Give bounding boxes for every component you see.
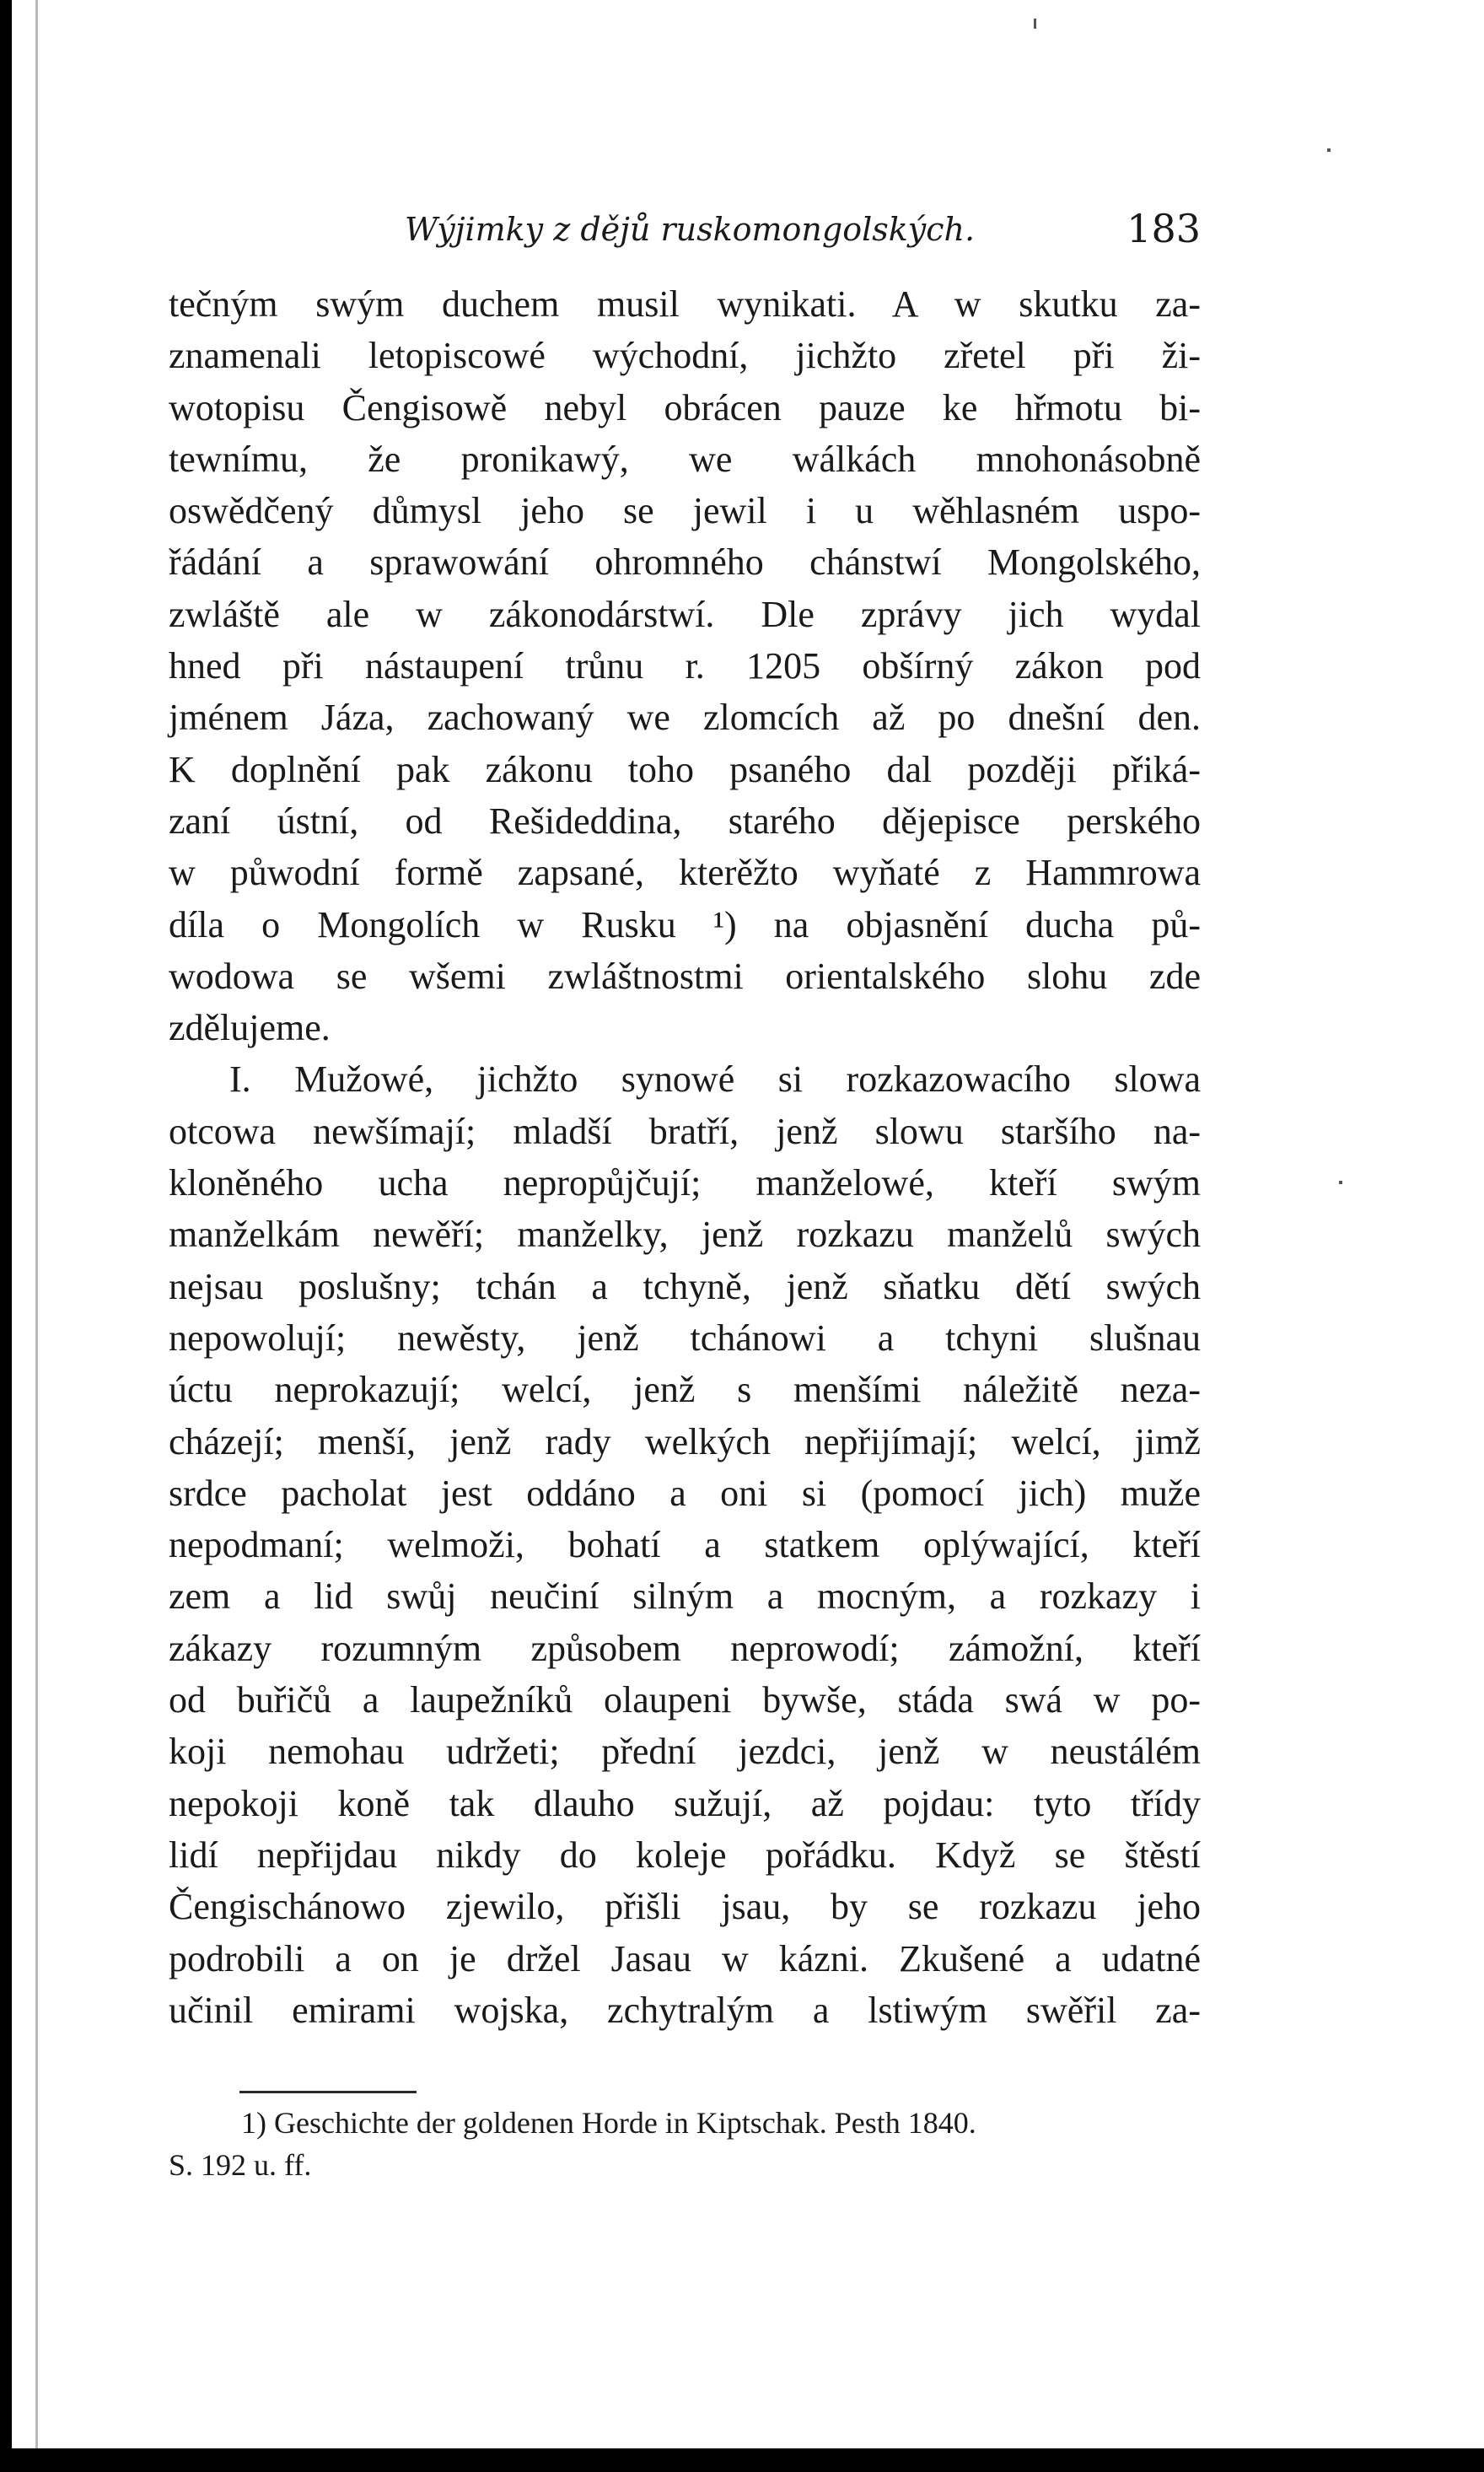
text-line: zákazy rozumným způsobem neprowodí; zámožní, kteří xyxy=(169,1627,1201,1669)
page-number: 183 xyxy=(1126,206,1201,251)
scan-bottom-border xyxy=(12,2448,1484,2472)
book-page xyxy=(12,0,1484,2472)
text-line: řádání a sprawowání ohromného chánstwí Mongolského, xyxy=(169,541,1201,584)
running-title: Wýjimky z dějů ruskomongolských. xyxy=(405,211,976,248)
text-line: zem a lid swůj neučiní silným a mocným, a rozkazy i xyxy=(169,1575,1201,1618)
page-header xyxy=(169,201,1201,260)
text-line: koji nemohau udržeti; přední jezdci, jenž w neustálém xyxy=(169,1731,1201,1773)
text-line: tewnímu, že pronikawý, we wálkách mnohonásobně xyxy=(169,438,1201,480)
text-line: wodowa se wšemi zwláštnostmi orientalského slohu zde xyxy=(169,955,1201,997)
footnote-line: 1) Geschichte der goldenen Horde in Kiptschak. Pesth 1840. xyxy=(241,2106,976,2140)
text-line: znamenali letopiscowé wýchodní, jichžto zřetel při ži- xyxy=(169,335,1201,377)
text-line: srdce pacholat jest oddáno a oni si (pomocí jich) muže xyxy=(169,1472,1201,1514)
text-line: nepokoji koně tak dlauho sužují, až pojdau: tyto třídy xyxy=(169,1782,1201,1824)
body-text xyxy=(169,278,1201,2036)
text-line: úctu neprokazují; welcí, jenž s menšími náležitě neza- xyxy=(169,1369,1201,1411)
text-line: manželkám newěří; manželky, jenž rozkazu manželů swých xyxy=(169,1214,1201,1256)
page-edge-line xyxy=(35,0,38,2472)
text-line: díla o Mongolích w Rusku ¹) na objasnění ducha pů- xyxy=(169,903,1201,945)
footnote-line: S. 192 u. ff. xyxy=(169,2148,312,2182)
text-line: podrobili a on je držel Jasau w kázni. Zkušené a udatné xyxy=(169,1937,1201,1979)
text-line: cházejí; menší, jenž rady welkých nepřijímají; welcí, jimž xyxy=(169,1420,1201,1462)
text-line: lidí nepřijdau nikdy do koleje pořádku. Když se štěstí xyxy=(169,1834,1201,1876)
text-line: učinil emirami wojska, zchytralým a lstiwým swěřil za- xyxy=(169,1989,1201,2031)
scan-speck xyxy=(1339,1181,1342,1184)
text-line: wotopisu Čengisowě nebyl obrácen pauze ke hřmotu bi- xyxy=(169,386,1201,428)
text-line: Čengischánowo zjewilo, přišli jsau, by se rozkazu jeho xyxy=(169,1886,1201,1928)
text-line: oswědčený důmysl jeho se jewil i u wěhlasném uspo- xyxy=(169,490,1201,532)
text-line: nepodmaní; welmoži, bohatí a statkem oplýwající, kteří xyxy=(169,1524,1201,1566)
text-line: w půwodní formě zapsané, kterěžto wyňaté z Hammrowa xyxy=(169,852,1201,894)
text-line: od buřičů a laupežníků olaupeni bywše, stáda swá w po- xyxy=(169,1679,1201,1721)
text-line: I. Mužowé, jichžto synowé si rozkazowacího slowa xyxy=(229,1058,1201,1101)
text-line: nepowolují; newěsty, jenž tchánowi a tchyni slušnau xyxy=(169,1317,1201,1359)
text-line: zaní ústní, od Rešideddina, starého dějepisce perského xyxy=(169,800,1201,842)
text-line: zdělujeme. xyxy=(169,1007,331,1049)
scan-speck xyxy=(1327,148,1331,152)
text-line: K doplnění pak zákonu toho psaného dal později přiká- xyxy=(169,748,1201,790)
footnote-divider xyxy=(239,2091,417,2093)
text-line: hned při nástaupení trůnu r. 1205 obšírný zákon pod xyxy=(169,645,1201,687)
scan-speck xyxy=(1034,19,1036,29)
footnotes xyxy=(169,2102,1201,2186)
text-line: zwláště ale w zákonodárstwí. Dle zprávy jich wydal xyxy=(169,593,1201,635)
text-line: jménem Jáza, zachowaný we zlomcích až po dnešní den. xyxy=(169,697,1201,739)
text-line: nejsau poslušny; tchán a tchyně, jenž sňatku dětí swých xyxy=(169,1265,1201,1307)
text-line: tečným swým duchem musil wynikati. A w skutku za- xyxy=(169,283,1201,325)
text-line: kloněného ucha nepropůjčují; manželowé, kteří swým xyxy=(169,1162,1201,1204)
text-line: otcowa newšímají; mladší bratří, jenž slowu staršího na- xyxy=(169,1110,1201,1152)
